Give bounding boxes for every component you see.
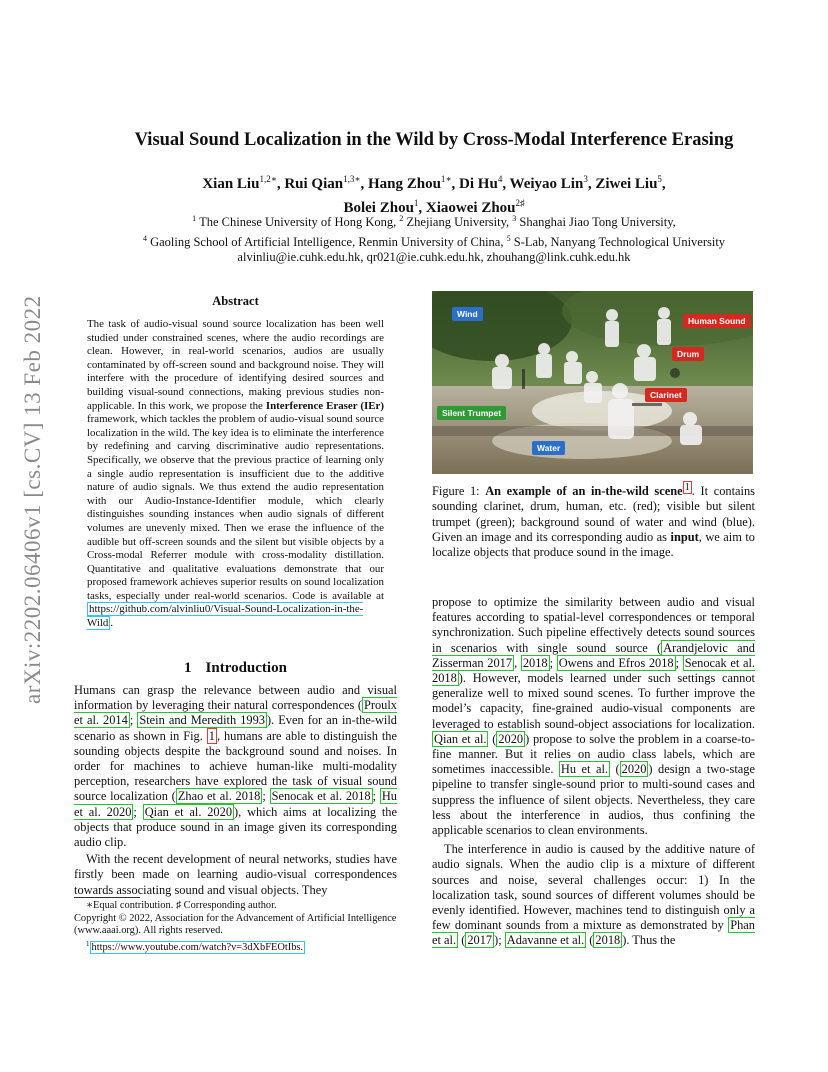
tag-water: Water	[532, 441, 565, 455]
author-affiliation-mark: 3	[583, 174, 588, 184]
author-name: Di Hu	[459, 176, 498, 192]
citation-link[interactable]: Senocak et al. 2018	[271, 789, 371, 804]
youtube-link[interactable]: https://www.youtube.com/watch?v=3dXbFEOtIbs.	[91, 941, 304, 953]
right-paragraph-2	[432, 842, 755, 948]
citation-link[interactable]: 2017	[467, 933, 493, 948]
affiliations	[60, 211, 808, 266]
citation-link[interactable]: Phan et al.	[432, 918, 755, 948]
citation-link[interactable]: Adavanne et al.	[506, 933, 585, 948]
abstract-end: .	[110, 617, 114, 630]
caption-text-2: , we aim to localize objects that produce sound in the image.	[432, 529, 755, 559]
body-text: ;	[133, 804, 143, 819]
author-affiliation-mark: 1	[413, 198, 419, 208]
caption-bold: An example of an in-the-wild scene	[485, 484, 683, 499]
citation-link[interactable]: Qian et al. 2020	[144, 804, 233, 819]
citation-link[interactable]: 2018	[522, 655, 548, 670]
body-text: );	[494, 933, 505, 948]
author-affiliation-mark: 1,2∗	[259, 174, 277, 184]
tag-drum: Drum	[672, 347, 704, 361]
section-heading-introduction	[74, 660, 397, 677]
introduction-body	[74, 683, 397, 898]
author-affiliation-mark: 4	[497, 174, 503, 184]
figure-1-caption	[432, 480, 755, 560]
code-link[interactable]: https://github.com/alvinliu0/Visual-Sound-Localization-in-the-Wild	[87, 603, 364, 630]
affiliation-mark: 2	[399, 214, 404, 223]
figure-ref-link[interactable]: 1	[208, 728, 215, 743]
citation-link[interactable]: Zhao et al. 2018	[177, 789, 261, 804]
body-text: ) design a two-stage pipeline to transfer single-sound prior to multi-sound cases and suppress the influence of silent objects. Nevertheless, they care less about the interference in audios, thus confining the applicable scenarios to clean environments.	[432, 762, 755, 838]
affiliation-mark: 4	[142, 233, 147, 243]
body-text: ,	[514, 655, 521, 670]
intro-paragraph-2: With the recent development of neural networks, studies have firstly been made on learning audio-visual correspondences towards associating sound and visual objects. They	[74, 852, 397, 897]
affiliation-text: The Chinese University of Hong Kong,	[196, 215, 400, 229]
affiliation-text: Zhejiang University,	[403, 215, 513, 229]
author-name: Bolei Zhou	[343, 200, 414, 216]
footnote-divider	[74, 897, 140, 898]
affiliation-mark: 1	[192, 214, 197, 223]
citation-link[interactable]: 2020	[498, 731, 524, 746]
arxiv-stamp: arXiv:2202.06406v1 [cs.CV] 13 Feb 2022	[20, 295, 45, 705]
body-text: propose to optimize the similarity between audio and visual features according to spatial-level correspondences or temporal synchronization. Such pipeline effectively detects sound sources in scenarios with single sound source (	[432, 595, 755, 655]
intro-paragraph-1	[74, 683, 397, 850]
affiliation-text: Shanghai Jiao Tong University,	[516, 215, 676, 229]
abstract-text-1: The task of audio-visual sound source localization has been well studied under constrained scenes, where the audio recordings are clean. However, in real-world scenarios, audios are usually contaminated by off-screen sound and background noise. They will interfere with the procedure of identifying desired sources and building visual-sound connections, making previous studies non-applicable. In this work, we propose the	[87, 318, 384, 412]
body-text: (	[586, 933, 594, 948]
body-text: ), which aims at localizing the objects that produce sound in an image given its corresponding audio clip.	[74, 804, 397, 850]
section-title: Introduction	[205, 660, 287, 676]
body-text: The interference in audio is caused by the additive nature of audio signals. When the audio clip is a mixture of different sources and noise, several challenges occur: 1) In the localization task, sound sources of different volumes should be evenly identified. However, machines tend to distinguish only a few dominant sounds from a mixture as demonstrated by	[432, 842, 755, 933]
citation-link[interactable]: Hu et al. 2020	[74, 789, 397, 819]
author-line-1: Xian Liu$^{1,2∗}$, Rui Qian$^{1,3∗}$, Hang Zhou$^{1∗}$, Di Hu$^4$, Weiyao Lin$^3$, Ziwei Liu$^5$,	[202, 174, 666, 192]
body-text: ) propose to solve the problem in a coarse-to-fine manner. But it relies on audio class labels, which are sometimes inaccessible.	[432, 731, 756, 777]
affiliation-mark: 3	[512, 214, 517, 223]
citation-link[interactable]: Qian et al.	[434, 731, 487, 746]
copyright-notice: Copyright © 2022, Association for the Advancement of Artificial Intelligence (www.aaai.org). All rights reserved.	[74, 912, 397, 937]
section-number: 1	[184, 660, 192, 676]
footnote-1	[74, 938, 397, 955]
citation-link[interactable]: Senocak et al. 2018	[432, 655, 756, 686]
author-name: Rui Qian	[284, 176, 344, 192]
tag-silent-trumpet: Silent Trumpet	[437, 406, 506, 420]
citation-link[interactable]: 2020	[621, 762, 647, 777]
abstract-framework-name: Interference Eraser (IEr)	[265, 399, 384, 412]
author-affiliation-mark: 1,3∗	[343, 174, 361, 184]
author-name: Xiaowei Zhou	[425, 200, 516, 216]
body-text: Humans can grasp the relevance between audio and visual information by leveraging their natural correspondences (	[74, 683, 397, 713]
affiliation-line-1	[60, 211, 808, 231]
author-name: Ziwei Liu	[595, 176, 658, 192]
caption-label: Figure 1:	[432, 484, 486, 499]
author-affiliation-mark: 1∗	[440, 174, 452, 184]
body-text: ). However, models learned under such settings cannot generalize well to mixed sound scenes. To further improve the model’s capacity, fine-grained audio-visual components are leveraged to establish sound-object associations for localization.	[432, 671, 755, 731]
affiliation-mark: 5	[506, 233, 511, 243]
paper-title: Visual Sound Localization in the Wild by Cross-Modal Interference Erasing	[134, 130, 734, 150]
author-name: Hang Zhou	[367, 176, 441, 192]
body-text: (	[488, 731, 497, 746]
citation-link[interactable]: Stein and Meredith 1993	[139, 713, 265, 728]
footnotes	[74, 900, 397, 954]
author-affiliation-mark: 5	[657, 174, 662, 184]
author-name: Xian Liu	[202, 176, 260, 192]
right-column-body	[432, 595, 755, 949]
body-text: (	[458, 933, 466, 948]
affiliation-text: S-Lab, Nanyang Technological University	[510, 234, 726, 249]
tag-human-sound: Human Sound	[683, 314, 751, 328]
body-text: ;	[675, 655, 683, 670]
body-text: ;	[372, 789, 380, 804]
body-text: ). Even for an in-the-wild scenario as shown in Fig.	[74, 713, 397, 743]
author-name: Weiyao Lin	[509, 176, 584, 192]
footnote-1-mark: 1	[86, 939, 90, 948]
citation-link[interactable]: Proulx et al. 2014	[74, 698, 397, 728]
citation-link[interactable]: Arandjelovic and Zisserman 2017	[432, 640, 755, 670]
author-affiliation-mark: 2♯	[515, 198, 525, 208]
body-text: ). Thus the	[622, 933, 676, 948]
author-line-2: Bolei Zhou$^1$, Xiaowei Zhou$^{2♯}$	[343, 198, 525, 216]
citation-link[interactable]: 2018	[595, 933, 621, 948]
author-emails: alvinliu@ie.cuhk.edu.hk, qr021@ie.cuhk.edu.hk, zhouhang@link.cuhk.edu.hk	[237, 250, 631, 264]
caption-input-word: input	[670, 529, 699, 544]
affiliation-text: Gaoling School of Artificial Intelligence, Renmin University of China,	[146, 234, 507, 249]
body-text: (	[610, 762, 620, 777]
right-paragraph-1	[432, 595, 755, 838]
affiliation-line-2	[60, 231, 808, 251]
body-text: , humans are able to distinguish the sounding objects despite the background sound and noises. In order for machines to achieve human-like multi-modality perception, researchers have explored the task of visual sound source localization (	[74, 728, 397, 804]
tag-clarinet: Clarinet	[645, 388, 687, 402]
body-text: ;	[549, 655, 557, 670]
abstract-heading: Abstract	[212, 294, 259, 308]
body-text: ;	[129, 713, 138, 728]
citation-link[interactable]: Hu et al.	[560, 762, 609, 777]
figure-1-image	[432, 291, 753, 474]
abstract-text-2: framework, which tackles the problem of audio-visual sound source localization in the wild. The key idea is to eliminate the interference by redefining and carving discriminative audio representations. Specifically, we observe that the previous practice of learning only a single audio representation is insufficient due to the additive nature of audio signals. We thus extend the audio representation with our Audio-Instance-Identifier module, which clearly distinguishes sounding instances when audio signals of different volumes are unevenly mixed. Then we erase the influence of the audible but off-screen sounds and the silent but visible objects by a Cross-modal Referrer module with cross-modality distillation. Quantitative and qualitative evaluations demonstrate that our proposed framework achieves superior results on sound localization tasks, especially under real-world scenarios. Code is available at	[87, 413, 384, 602]
caption-footnote-ref[interactable]: 1	[684, 482, 690, 493]
citation-link[interactable]: Owens and Efros 2018	[558, 655, 674, 670]
body-text: ;	[262, 789, 270, 804]
abstract-body	[87, 318, 384, 631]
tag-wind: Wind	[452, 307, 483, 321]
caption-text-1: . It contains sounding clarinet, drum, human, etc. (red); visible but silent trumpet (green); background sound of water and wind (blue). Given an image and its corresponding audio as	[432, 484, 755, 544]
footnote-equal-contribution: ∗Equal contribution. ♯ Corresponding author.	[86, 900, 277, 911]
